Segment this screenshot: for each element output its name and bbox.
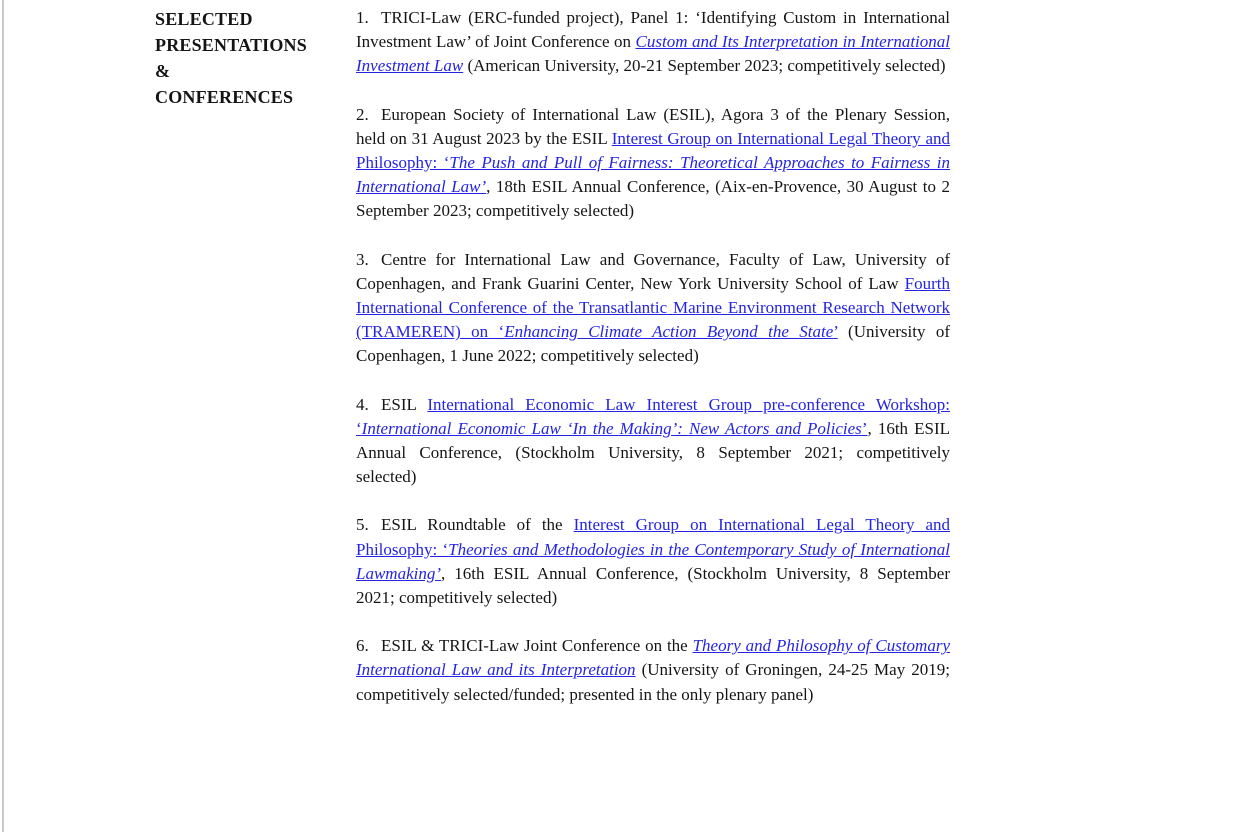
entry-number: 5.: [356, 515, 369, 535]
conference-hyperlink[interactable]: International Economic Law Interest Group pre-conference Workshop: ‘: [356, 394, 950, 438]
entry-number: 4.: [356, 394, 369, 414]
conference-hyperlink[interactable]: Enhancing Climate Action Beyond the State: [504, 322, 834, 342]
entry-text: (University of Copenhagen, 1 June 2022; competitively selected): [356, 322, 950, 366]
entry-text: , 16th ESIL Annual Conference, (Stockholm University, 8 September 2021; competitively selected): [356, 418, 951, 487]
heading-line-2: PRESENTATIONS: [155, 35, 307, 55]
entries-column: [356, 6, 950, 707]
conference-hyperlink[interactable]: Theory and Philosophy of Customary International Law and its Interpretation: [356, 636, 950, 680]
conference-hyperlink[interactable]: Theories and Methodologies in the Contemporary Study of International Lawmaking’: [356, 539, 950, 583]
entry-text: (American University, 20-21 September 2023; competitively selected): [463, 56, 946, 76]
heading-line-1: SELECTED: [155, 9, 253, 29]
conference-entry-5: [356, 513, 950, 610]
entry-number: 1.: [356, 8, 369, 27]
conference-entry-2: [356, 103, 950, 224]
conference-hyperlink[interactable]: ’: [833, 322, 838, 342]
entry-text: , 18th ESIL Annual Conference, (Aix-en-Provence, 30 August to 2 September 2023; competitively selected): [356, 177, 951, 221]
heading-line-3: &: [155, 61, 171, 81]
conference-entry-1: [356, 6, 950, 79]
entry-text: Centre for International Law and Governance, Faculty of Law, University of Copenhagen, and Frank Guarini Center, New York University School of Law: [356, 249, 950, 293]
entry-text: , 16th ESIL Annual Conference, (Stockholm University, 8 September 2021; competitively selected): [356, 563, 950, 608]
entry-text: ESIL Roundtable of the: [381, 515, 574, 535]
entry-text: ESIL: [381, 394, 428, 414]
entry-text: ESIL & TRICI-Law Joint Conference on the: [381, 636, 693, 656]
entry-number: 3.: [356, 249, 369, 269]
conference-hyperlink[interactable]: The Push and Pull of Fairness: Theoretical Approaches to Fairness in International Law’: [356, 153, 950, 197]
entry-number: 6.: [356, 636, 369, 656]
section-heading: [155, 6, 350, 110]
conference-hyperlink[interactable]: Interest Group on International Legal Theory and Philosophy: ‘: [356, 515, 951, 559]
conference-entry-4: [356, 393, 950, 490]
conference-hyperlink[interactable]: International Economic Law ‘In the Making’: New Actors and Policies: [361, 418, 862, 438]
page-edge-line: [2, 0, 4, 832]
entry-text: (University of Groningen, 24-25 May 2019; competitively selected/funded; presented in the only plenary panel): [356, 660, 950, 704]
conference-entry-6: [356, 634, 950, 707]
heading-line-4: CONFERENCES: [155, 87, 294, 107]
entry-text: European Society of International Law (ESIL), Agora 3 of the Plenary Session, held on 31 August 2023 by the ESIL: [356, 104, 950, 148]
conference-hyperlink[interactable]: ’: [861, 418, 868, 438]
conference-hyperlink[interactable]: Interest Group on International Legal Theory and Philosophy: ‘: [356, 128, 950, 173]
entry-number: 2.: [356, 104, 369, 124]
conference-hyperlink[interactable]: Custom and Its Interpretation in International Investment Law: [356, 32, 950, 76]
conference-hyperlink[interactable]: Fourth International Conference of the Transatlantic Marine Environment Research Network (TRAMEREN) on ‘: [356, 273, 950, 342]
conference-entry-3: [356, 248, 950, 369]
entry-text: TRICI-Law (ERC-funded project), Panel 1: ‘Identifying Custom in International Investment Law’ of Joint Conference on: [356, 8, 950, 52]
